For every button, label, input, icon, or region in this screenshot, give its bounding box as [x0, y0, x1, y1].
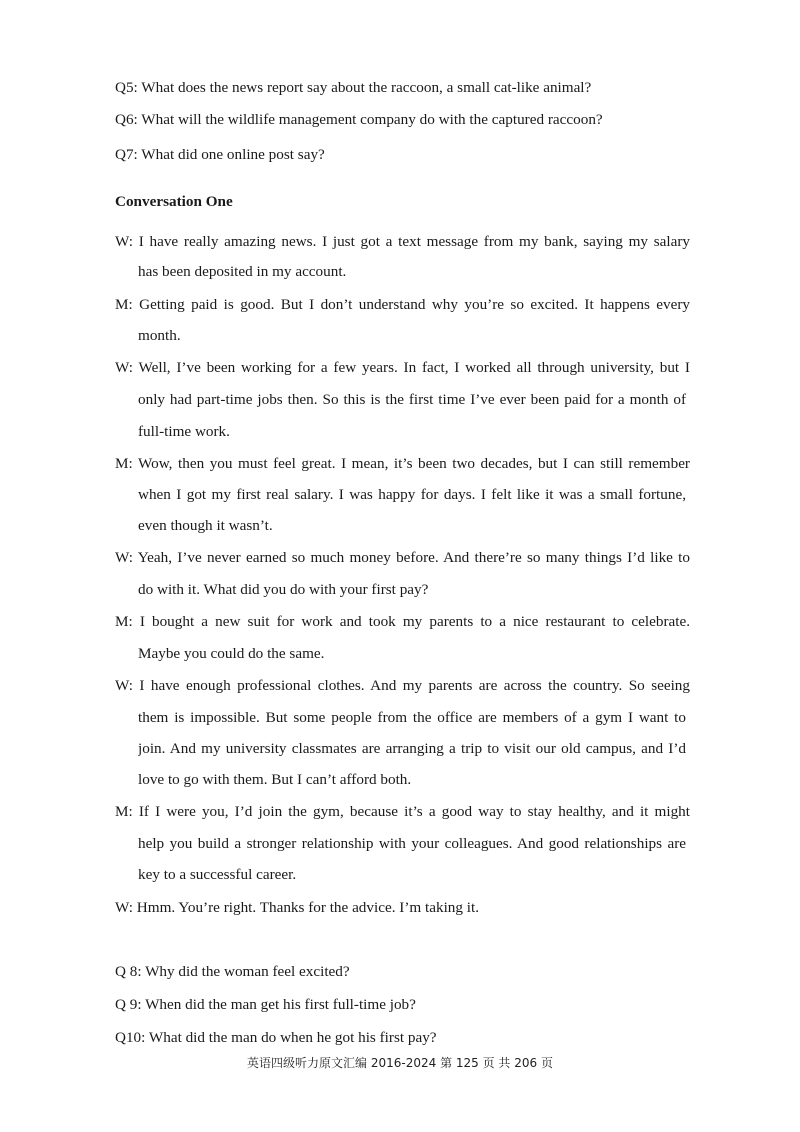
- question-q9: Q 9: When did the man get his first full-time job?: [115, 996, 416, 1013]
- dialogue-line: Maybe you could do the same.: [138, 645, 325, 662]
- question-q7: Q7: What did one online post say?: [115, 146, 325, 163]
- dialogue-line: key to a successful career.: [138, 866, 297, 883]
- dialogue-line: W: Hmm. You’re right. Thanks for the advice. I’m taking it.: [115, 899, 480, 916]
- dialogue-line: W: I have enough professional clothes. And my parents are across the country. So seeing: [115, 677, 690, 694]
- dialogue-line: full-time work.: [138, 423, 230, 440]
- question-q8: Q 8: Why did the woman feel excited?: [115, 963, 350, 980]
- question-q10: Q10: What did the man do when he got his first pay?: [115, 1029, 437, 1046]
- dialogue-line: join. And my university classmates are arranging a trip to visit our old campus, and I’d: [138, 740, 686, 757]
- question-q6: Q6: What will the wildlife management company do with the captured raccoon?: [115, 111, 603, 128]
- page-footer: 英语四级听力原文汇编 2016-2024 第 125 页 共 206 页: [247, 1056, 553, 1070]
- dialogue-line: only had part-time jobs then. So this is the first time I’ve ever been paid for a month of: [138, 391, 686, 408]
- dialogue-line: M: Wow, then you must feel great. I mean, it’s been two decades, but I can still remember: [115, 455, 690, 472]
- dialogue-line: M: If I were you, I’d join the gym, because it’s a good way to stay healthy, and it might: [115, 803, 690, 820]
- dialogue-line: do with it. What did you do with your first pay?: [138, 581, 429, 598]
- dialogue-line: M: I bought a new suit for work and took my parents to a nice restaurant to celebrate.: [115, 613, 690, 630]
- dialogue-line: when I got my first real salary. I was happy for days. I felt like it was a small fortune,: [138, 486, 686, 503]
- dialogue-line: them is impossible. But some people from the office are members of a gym I want to: [138, 709, 686, 726]
- dialogue-line: W: Yeah, I’ve never earned so much money before. And there’re so many things I’d like to: [115, 549, 690, 566]
- dialogue-line: love to go with them. But I can’t afford both.: [138, 771, 412, 788]
- dialogue-line: month.: [138, 327, 181, 344]
- dialogue-line: W: Well, I’ve been working for a few years. In fact, I worked all through university, but I: [115, 359, 690, 376]
- section-title: Conversation One: [115, 193, 233, 210]
- question-q5: Q5: What does the news report say about the raccoon, a small cat-like animal?: [115, 79, 592, 96]
- dialogue-line: help you build a stronger relationship with your colleagues. And good relationships are: [138, 835, 686, 852]
- dialogue-line: even though it wasn’t.: [138, 517, 273, 534]
- dialogue-line: W: I have really amazing news. I just got a text message from my bank, saying my salary: [115, 233, 690, 250]
- dialogue-line: M: Getting paid is good. But I don’t understand why you’re so excited. It happens every: [115, 296, 690, 313]
- dialogue-line: has been deposited in my account.: [138, 263, 347, 280]
